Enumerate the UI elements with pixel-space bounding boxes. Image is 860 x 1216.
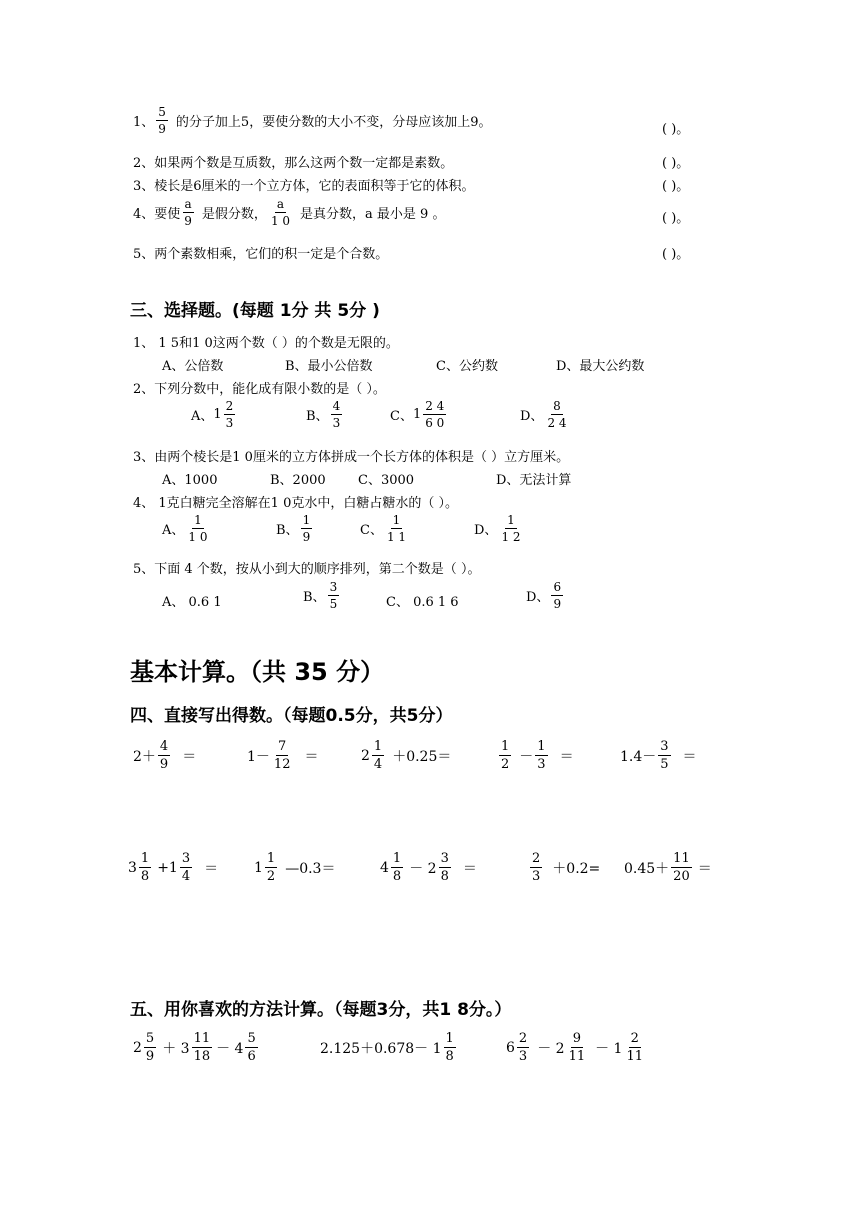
denominator: 8 [445,1049,454,1064]
expr-2[interactable] [247,740,318,771]
fraction [551,581,563,610]
expr-text: +1 [157,859,178,876]
equals: ＝ [204,860,219,877]
expr-1[interactable] [133,740,196,771]
option-label: D、 [520,409,544,424]
denominator: 6 0 [425,416,445,430]
fraction [158,740,170,771]
denominator: 2 4 [547,416,567,430]
expr-7[interactable] [254,852,335,883]
numerator: 4 [159,739,169,754]
fraction [301,514,313,543]
numerator: 1 [392,513,401,527]
numerator: 1 [392,851,402,866]
numerator: 11 [673,851,690,866]
fraction [385,514,408,543]
numerator: 1 [194,513,202,527]
denominator: 9 [145,1049,155,1064]
numerator: 1 [445,1031,454,1046]
numerator: 2 [532,851,541,866]
numerator: 5 [158,105,166,119]
fraction [156,106,168,135]
choice-q3: 3、由两个棱长是1 0厘米的立方体拼成一个长方体的体积是（ ）立方厘米。 [133,450,570,465]
numerator: 2 [518,1031,528,1046]
denominator: 3 [532,869,541,884]
numerator: 1 [373,739,383,754]
denominator: 1 0 [188,530,208,544]
item-text: 是假分数， [201,207,267,222]
option-label: B、 [306,409,329,424]
answer-blank-4[interactable]: ( )。 [662,211,690,226]
numerator: 4 [332,399,341,413]
denominator: 9 [184,214,192,228]
expr-4[interactable] [497,740,574,771]
judge-item-4 [133,198,445,227]
denominator: 3 [518,1049,528,1064]
choice-q4: 4、 1克白糖完全溶解在1 0克水中，白糖占糖水的（ ）。 [133,496,458,511]
fraction [328,581,340,610]
fraction [567,1032,588,1063]
whole-part: 6 [506,1039,515,1056]
fraction [265,852,277,883]
denominator: 8 [392,869,402,884]
whole-part: 4 [380,859,389,876]
numerator: 1 [501,739,510,754]
numerator: a [184,197,192,211]
section-title-calc: 五、用你喜欢的方法计算。（每题3分，共1 8分。） [130,1000,512,1020]
denominator: 5 [660,757,669,772]
item-text: 的分子加上5，要使分数的大小不变，分母应该加上9。 [175,115,492,130]
expr-text: —0.3＝ [285,860,336,877]
judge-item-3 [133,175,475,194]
option-a[interactable] [191,400,237,429]
fraction [180,852,192,883]
expr-text: 2.125＋0.678－ 1 [320,1040,442,1057]
option-d[interactable] [520,400,571,429]
option-label: B、 [276,523,299,538]
expr-10[interactable] [624,852,712,883]
option-c[interactable]: C、 0.6 1 6 [386,595,459,610]
denominator: 5 [329,597,338,611]
numerator: 1 [302,513,311,527]
option-label: D、 [474,523,498,538]
option-c[interactable] [360,514,410,543]
expr-text: 1－ [247,748,270,765]
equals: ＝ [682,748,697,765]
fraction [517,1032,529,1063]
fraction [331,400,343,429]
expr-text: 0.45＋ [624,860,670,877]
numerator: 3 [440,851,449,866]
expr-text: ＋0.2= [552,860,601,877]
section-title-direct: 四、直接写出得数。（每题0.5分，共5分） [130,706,453,726]
section-title-choice: 三、选择题。(每题 1分 共 5分 ) [130,301,380,321]
numerator: 11 [193,1031,211,1046]
expr-8[interactable] [380,852,477,883]
fraction [658,740,670,771]
item-text: 棱长是6厘米的一个立方体，它的表面积等于它的体积。 [154,179,475,194]
fraction [499,514,522,543]
numerator: 2 4 [425,399,445,413]
answer-blank-5[interactable]: ( )。 [662,247,690,262]
judge-item-2 [133,152,453,171]
option-d[interactable] [474,514,525,543]
choice-q2: 2、下列分数中，能化成有限小数的是（ ）。 [133,382,386,397]
fraction [245,1032,257,1063]
expr-text: － 4 [216,1040,244,1057]
option-a[interactable]: A、公倍数 [162,359,224,374]
item-number: 2、 [133,156,155,171]
expr-6[interactable] [128,852,218,883]
numerator: 8 [553,399,561,413]
equals: ＝ [182,748,197,765]
numerator: 9 [572,1031,581,1046]
fraction [192,1032,213,1063]
calc-expr-2[interactable] [320,1032,458,1063]
denominator: 1 2 [501,530,521,544]
item-number: 5、 [133,247,155,262]
denominator: 1 1 [386,530,407,544]
option-b[interactable] [303,581,341,610]
item-number: 4、要使 [133,207,181,222]
whole-part: 1 [254,859,263,876]
option-b[interactable]: B、最小公倍数 [285,359,373,374]
fraction [272,740,293,771]
denominator: 2 [501,757,510,772]
numerator: 1 [537,739,546,754]
denominator: 12 [273,757,291,772]
numerator: 1 [140,851,150,866]
fraction [535,740,547,771]
minus: － [519,748,534,765]
denominator: 9 [159,757,169,772]
denominator: 20 [673,869,690,884]
numerator: 5 [145,1031,155,1046]
item-text: 是真分数，a 最小是 9 。 [300,207,446,222]
numerator: a [276,197,285,211]
option-d[interactable]: D、最大公约数 [556,359,645,374]
answer-blank-3[interactable]: ( )。 [662,179,690,194]
choice-q1: 1、 1 5和1 0这两个数（ ）的个数是无限的。 [133,336,399,351]
option-b[interactable] [306,400,344,429]
option-a[interactable]: A、1000 [162,473,218,488]
option-label: C、 [390,409,413,424]
fraction [439,852,451,883]
option-label: B、 [303,590,326,605]
fraction [182,198,194,227]
equals: ＝ [462,860,477,877]
fraction [391,852,403,883]
item-number: 3、 [133,179,155,194]
fraction [530,852,542,883]
denominator: 2 [266,869,276,884]
fraction [269,198,292,227]
expr-text: ＋0.25＝ [392,748,452,765]
option-label: A、 [191,409,214,424]
expr-text: 1.4－ [620,748,657,765]
judge-item-1 [133,106,491,135]
numerator: 6 [553,580,562,594]
fraction [372,740,384,771]
numerator: 3 [329,580,338,594]
expr-text: － 1 [595,1040,623,1057]
equals: ＝ [559,748,574,765]
item-text: 如果两个数是互质数，那么这两个数一定都是素数。 [154,156,454,171]
denominator: 8 [440,869,449,884]
denominator: 3 [537,757,546,772]
section-title-basic: 基本计算。（共 35 分） [130,658,385,686]
option-d[interactable] [526,581,565,610]
expr-9[interactable] [528,852,600,883]
numerator: 5 [247,1031,256,1046]
fraction [139,852,151,883]
whole-part: 3 [128,859,137,876]
denominator: 8 [140,869,150,884]
expr-text: － 2 [537,1040,565,1057]
numerator: 1 [507,513,515,527]
fraction [499,740,511,771]
option-a[interactable]: A、 0.6 1 [162,595,222,610]
equals: ＝ [304,748,319,765]
option-c[interactable]: C、3000 [358,473,415,488]
denominator: 9 [158,122,166,136]
option-d[interactable]: D、无法计算 [496,473,572,488]
option-b[interactable]: B、2000 [270,473,326,488]
fraction [671,852,692,883]
option-c[interactable] [390,400,448,429]
numerator: 2 [630,1031,639,1046]
fraction [224,400,236,429]
numerator: 2 [225,399,234,413]
calc-expr-3[interactable] [506,1032,647,1063]
fraction [144,1032,156,1063]
numerator: 3 [181,851,191,866]
option-a[interactable] [162,514,211,543]
item-text: 两个素数相乘，它们的积一定是个合数。 [154,247,389,262]
whole-part: 1 [213,407,222,422]
denominator: 9 [302,530,311,544]
fraction [545,400,568,429]
expr-5[interactable] [620,740,697,771]
expr-text: ＋ 3 [162,1040,190,1057]
fraction [444,1032,456,1063]
judge-item-5 [133,243,388,262]
expr-3[interactable] [361,740,451,771]
numerator: 3 [660,739,669,754]
option-c[interactable]: C、公约数 [436,359,498,374]
option-b[interactable] [276,514,314,543]
whole-part: 2 [361,747,370,764]
expr-text: 2＋ [133,748,156,765]
fraction [624,1032,645,1063]
numerator: 1 [266,851,276,866]
numerator: 7 [278,739,287,754]
option-label: D、 [526,590,550,605]
option-label: C、 [360,523,383,538]
denominator: 11 [568,1049,586,1064]
option-label: A、 [162,523,185,538]
equals: ＝ [697,860,712,877]
item-number: 1、 [133,115,155,130]
whole-part: 1 [412,407,422,422]
answer-blank-1[interactable]: ( )。 [662,122,690,137]
denominator: 6 [247,1049,256,1064]
denominator: 3 [332,416,341,430]
denominator: 11 [626,1049,644,1064]
calc-expr-1[interactable] [133,1032,260,1063]
denominator: 18 [193,1049,211,1064]
answer-blank-2[interactable]: ( )。 [662,156,690,171]
expr-text: － 2 [409,860,437,877]
denominator: 3 [225,416,234,430]
denominator: 4 [373,757,383,772]
whole-part: 2 [133,1039,142,1056]
fraction [423,400,446,429]
denominator: 9 [553,597,562,611]
denominator: 1 0 [270,214,291,228]
denominator: 4 [181,869,191,884]
choice-q5: 5、下面 4 个数，按从小到大的顺序排列，第二个数是（ ）。 [133,562,481,577]
fraction [186,514,209,543]
